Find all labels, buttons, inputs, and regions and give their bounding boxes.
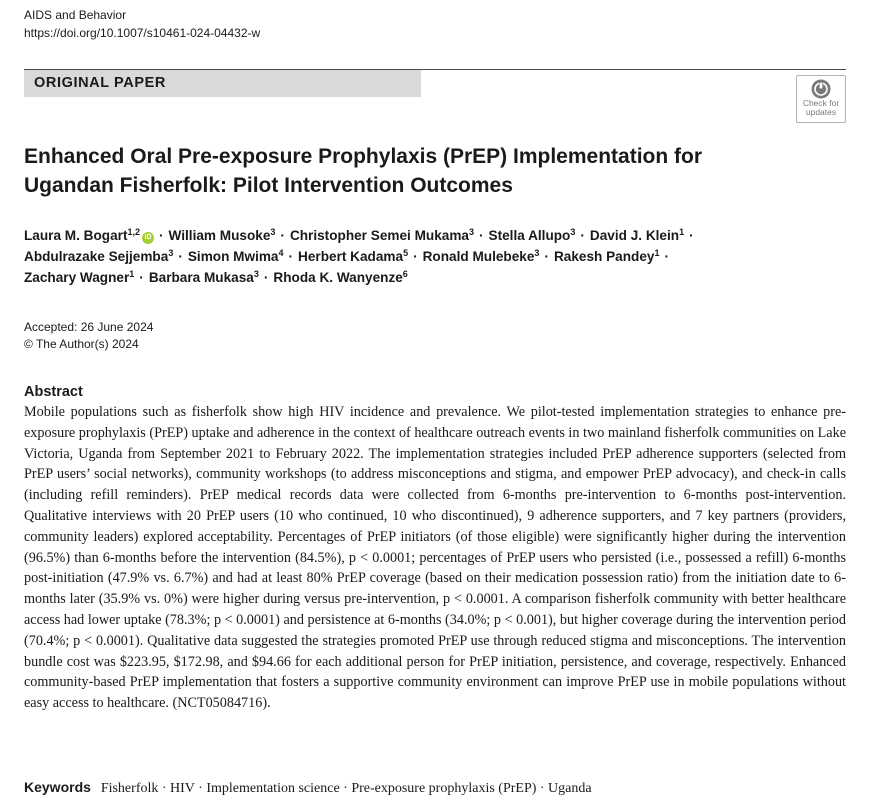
author-name: Herbert Kadama <box>298 249 404 264</box>
orcid-icon[interactable]: iD <box>142 232 154 244</box>
author-name: William Musoke <box>168 228 271 243</box>
author-separator: · <box>280 228 285 243</box>
author-name: Ronald Mulebeke <box>422 249 535 264</box>
author-affiliation: 1 <box>654 248 660 258</box>
author-affiliation: 6 <box>402 269 408 279</box>
author-name: Rhoda K. Wanyenze <box>273 270 403 285</box>
author-separator: · <box>689 228 694 243</box>
author-affiliation: 3 <box>570 227 576 237</box>
author-affiliation: 1,2 <box>127 227 140 237</box>
keywords-list: Fisherfolk · HIV · Implementation science · Pre-exposure prophylaxis (PrEP) · Uganda <box>100 781 592 796</box>
author-name: Laura M. Bogart <box>24 228 128 243</box>
journal-name: AIDS and Behavior <box>24 8 127 22</box>
author-name: Stella Allupo <box>488 228 571 243</box>
author-separator: · <box>479 228 484 243</box>
check-for-updates-button[interactable] <box>796 75 846 123</box>
author-name: Abdulrazake Sejjemba <box>24 249 169 264</box>
doi-link[interactable]: https://doi.org/10.1007/s10461-024-04432-w <box>24 26 261 40</box>
check-for-updates-icon <box>811 79 831 99</box>
author-affiliation: 3 <box>534 248 540 258</box>
author-separator: · <box>178 249 183 264</box>
author-name: David J. Klein <box>589 228 680 243</box>
author-name: Barbara Mukasa <box>148 270 254 285</box>
check-for-updates-line2: updates <box>805 107 837 117</box>
author-separator: · <box>544 249 549 264</box>
author-separator: · <box>159 228 164 243</box>
author-affiliation: 3 <box>468 227 474 237</box>
keywords-label: Keywords <box>24 779 91 795</box>
copyright-notice: © The Author(s) 2024 <box>24 337 139 351</box>
author-affiliation: 5 <box>403 248 409 258</box>
author-affiliation: 3 <box>253 269 259 279</box>
author-affiliation: 1 <box>129 269 135 279</box>
author-separator: · <box>664 249 669 264</box>
author-separator: · <box>139 270 144 285</box>
author-name: Simon Mwima <box>187 249 279 264</box>
author-separator: · <box>413 249 418 264</box>
keywords-row <box>24 777 592 799</box>
author-separator: · <box>263 270 269 285</box>
author-list <box>24 225 844 288</box>
author-affiliation: 1 <box>679 227 685 237</box>
author-affiliation: 3 <box>270 227 276 237</box>
abstract-text: Mobile populations such as fisherfolk show high HIV incidence and prevalence. We pilot-tested implementation strategies to enhance pre-exposure prophylaxis (PrEP) uptake and adherence in the context of healthcare outreach events in two mainland fisherfolk communities on Lake Victoria, Uganda from September 2021 to February 2022. The implementation strategies included PrEP adherence supporters (selected from PrEP users’ social networks), community workshops (to address misconceptions and stigma, and empower PrEP advocacy), and check-in calls (including refill reminders). PrEP medical records data were collected from 6-months pre-intervention to 6-months post-intervention. Qualitative interviews with 20 PrEP users (10 who continued, 10 who discontinued), 9 adherence supporters, and 7 key partners (providers, community leaders) explored acceptability. Percentages of PrEP initiators (of those eligible) were significantly higher during the intervention (96.5%) than 6-months before the intervention (84.5%), p < 0.0001; percentages of PrEP users who persisted (i.e., possessed a refill) 6-months post-initiation (47.9% vs. 6.7%) and had at least 80% PrEP coverage (based on their medication possession ratio) from the initiation date to 6-months later (35.9% vs. 0%) were higher during versus pre-intervention, p < 0.0001. A comparison fisherfolk community with better healthcare access had lower uptake (78.3%; p < 0.0001) and persistence at 6-months (34.0%; p < 0.001), but higher coverage during the intervention period (70.4%; p < 0.0001). Qualitative data suggested the strategies promoted PrEP use through reduced stigma and misconceptions. The intervention bundle cost was $223.95, $172.98, and $94.66 for each additional person for PrEP initiation, persistence, and coverage, respectively. Enhanced community-based PrEP implementation that fosters a supportive community environment can improve PrEP use in mobile populations without easy access to healthcare. (NCT05084716). <box>24 404 846 712</box>
check-for-updates-line1: Check for <box>802 98 840 108</box>
author-separator: · <box>580 228 585 243</box>
abstract-heading: Abstract <box>24 384 83 400</box>
author-name: Zachary Wagner <box>24 270 130 285</box>
article-type-banner: ORIGINAL PAPER <box>24 70 421 97</box>
author-separator: · <box>288 249 294 264</box>
paper-title: Enhanced Oral Pre-exposure Prophylaxis (PrEP) Implementation for Ugandan Fisherfolk: Pilot Intervention Outcomes <box>24 145 703 197</box>
author-affiliation: 4 <box>278 248 284 258</box>
author-name: Christopher Semei Mukama <box>289 228 469 243</box>
accepted-date: Accepted: 26 June 2024 <box>24 320 154 334</box>
author-affiliation: 3 <box>168 248 174 258</box>
author-name: Rakesh Pandey <box>553 249 655 264</box>
